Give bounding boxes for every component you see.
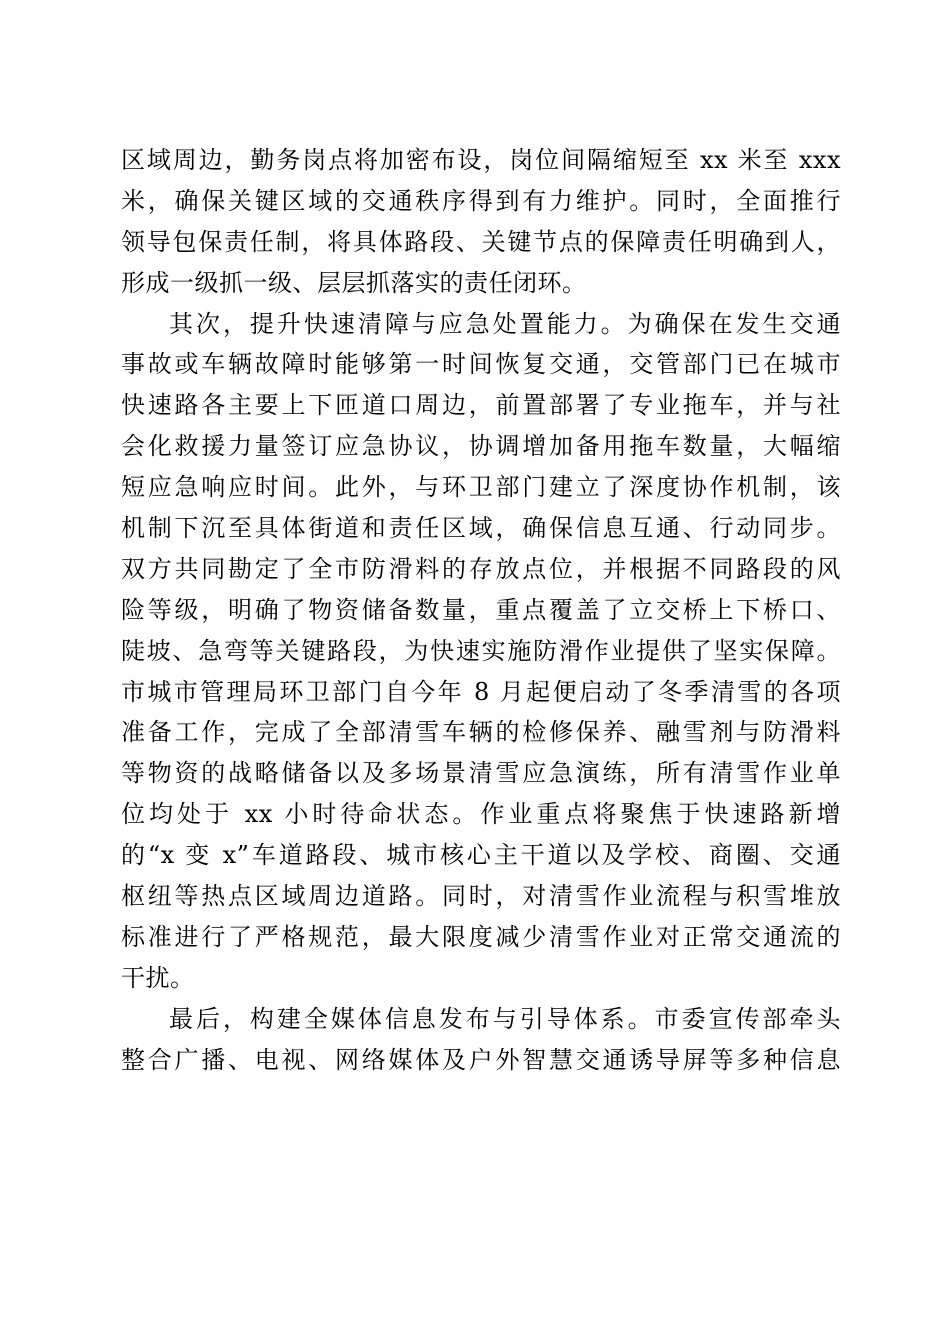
text-line: 机制下沉至具体街道和责任区域，确保信息互通、行动同步。 [121, 514, 841, 543]
text-line: 准备工作，完成了全部清雪车辆的检修保养、融雪剂与防滑料 [121, 718, 841, 747]
text-line: 快速路各主要上下匝道口周边，前置部署了专业拖车，并与社 [121, 391, 841, 420]
text-line: 险等级，明确了物资储备数量，重点覆盖了立交桥上下桥口、 [121, 595, 841, 624]
paragraph-first-line: 其次，提升快速清障与应急处置能力。为确保在发生交通 [169, 309, 841, 338]
text-line: 双方共同勘定了全市防滑料的存放点位，并根据不同路段的风 [121, 554, 841, 583]
text-line: 市城市管理局环卫部门自今年 8 月起便启动了冬季清雪的各项 [121, 677, 841, 706]
text-line: 等物资的战略储备以及多场景清雪应急演练，所有清雪作业单 [121, 759, 841, 788]
text-line: 形成一级抓一级、层层抓落实的责任闭环。 [121, 268, 587, 297]
text-line: 干扰。 [121, 963, 195, 992]
text-line: 枢纽等热点区域周边道路。同时，对清雪作业流程与积雪堆放 [121, 882, 841, 911]
text-line: 领导包保责任制，将具体路段、关键节点的保障责任明确到人， [121, 227, 841, 256]
text-line: 整合广播、电视、网络媒体及户外智慧交通诱导屏等多种信息 [121, 1045, 841, 1074]
text-line: 陡坡、急弯等关键路段，为快速实施防滑作业提供了坚实保障。 [121, 636, 841, 665]
text-line: 事故或车辆故障时能够第一时间恢复交通，交管部门已在城市 [121, 350, 841, 379]
text-line: 位均处于 xx 小时待命状态。作业重点将聚焦于快速路新增 [121, 800, 841, 829]
text-line: 会化救援力量签订应急协议，协调增加备用拖车数量，大幅缩 [121, 432, 841, 461]
text-line: 标准进行了严格规范，最大限度减少清雪作业对正常交通流的 [121, 922, 841, 951]
text-line: 短应急响应时间。此外，与环卫部门建立了深度协作机制，该 [121, 473, 841, 502]
paragraph-first-line: 最后，构建全媒体信息发布与引导体系。市委宣传部牵头 [169, 1004, 841, 1033]
text-line: 的“x 变 x”车道路段、城市核心主干道以及学校、商圈、交通 [121, 841, 841, 870]
text-line: 米，确保关键区域的交通秩序得到有力维护。同时，全面推行 [121, 186, 841, 215]
body-text [121, 140, 841, 1080]
text-line: 区域周边，勤务岗点将加密布设，岗位间隔缩短至 xx 米至 xxx [121, 146, 841, 174]
